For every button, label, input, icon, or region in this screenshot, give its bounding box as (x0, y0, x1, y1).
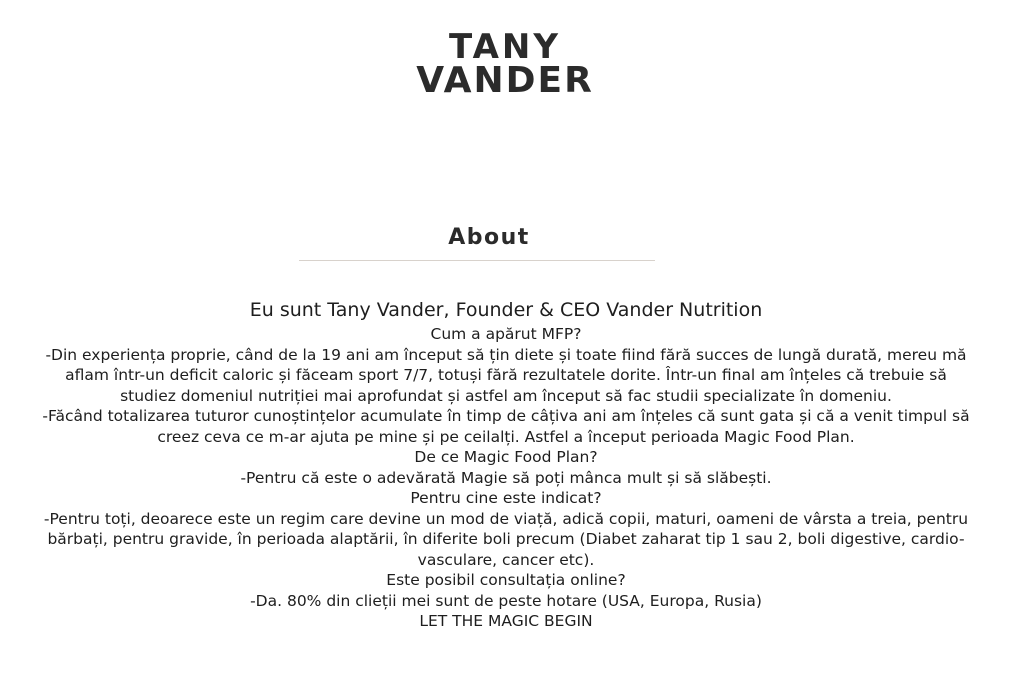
about-heading: About (448, 225, 530, 251)
answer-origin-2: -Făcând totalizarea tuturor cunoștințelor acumulate în timp de câțiva ani am înțeles că sunt gata și că a venit timpul să creez ceva ce m-ar ajuta pe mine și pe ceilalți. Astfel a început perioada Magic Food Plan. (42, 407, 970, 446)
brand-logo-line1: TANY (449, 27, 561, 67)
answer-origin-1: -Din experiența proprie, când de la 19 ani am început să țin diete și toate fiind fără succes de lungă durată, mereu mă aflam într-un deficit caloric și făceam sport 7/7, totuși fără rezultatele dorite. Într-un final am înțeles că trebuie să studiez domeniul nutriției mai aprofundat și astfel am început să fac studii specializate în domeniu. (45, 345, 967, 405)
question-online: Este posibil consultația online? (386, 571, 626, 589)
about-content (40, 296, 972, 632)
question-who: Pentru cine este indicat? (410, 489, 602, 507)
brand-logo[interactable] (0, 27, 1010, 101)
answer-online: -Da. 80% din clieții mei sunt de peste hotare (USA, Europa, Rusia) (250, 591, 762, 610)
brand-logo-line2: VANDER (416, 60, 594, 101)
question-why: De ce Magic Food Plan? (414, 448, 598, 466)
question-origin: Cum a apărut MFP? (430, 325, 582, 343)
about-intro: Eu sunt Tany Vander, Founder & CEO Vander Nutrition (249, 299, 763, 321)
answer-why: -Pentru că este o adevărată Magie să poți mânca mult și să slăbești. (240, 468, 772, 487)
closing-line: LET THE MAGIC BEGIN (419, 612, 593, 630)
section-divider (299, 260, 655, 261)
answer-who: -Pentru toți, deoarece este un regim care devine un mod de viață, adică copii, maturi, oameni de vârsta a treia, pentru bărbați, pentru gravide, în perioada alaptării, în diferite boli precum (Diabet zaharat tip 1 sau 2, boli digestive, cardio-vasculare, cancer etc). (43, 509, 969, 569)
